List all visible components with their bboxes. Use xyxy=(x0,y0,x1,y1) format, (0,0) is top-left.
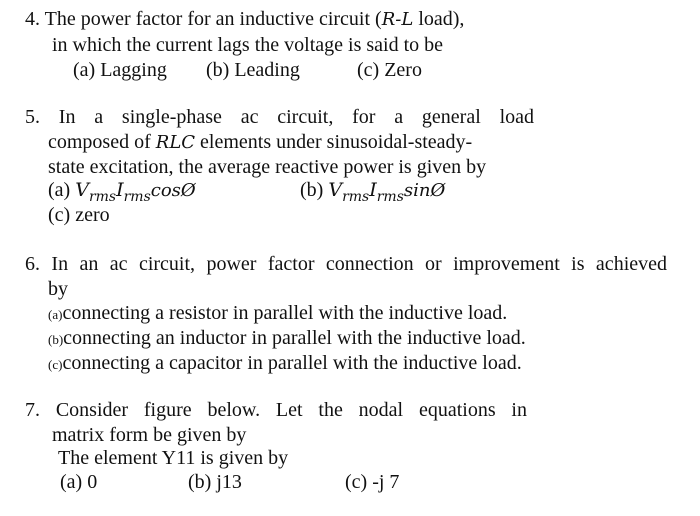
q5-line-3: state excitation, the average reactive power is given by xyxy=(48,156,487,178)
q6-line-2: by xyxy=(48,278,68,300)
q6-option-b: (b)connecting an inductor in parallel with the inductive load. xyxy=(48,327,526,349)
q7-line-3: The element Y11 is given by xyxy=(58,447,289,469)
q4-line-2: in which the current lags the voltage is said to be xyxy=(52,34,444,56)
q4-line-1: 4. The power factor for an inductive circuit (R-L load), xyxy=(25,8,465,30)
q5-option-a: (a) $V_{rms}I_{rms}\cos Ø$ xyxy=(48,179,196,205)
q4-load-italic: R-L xyxy=(381,9,414,30)
q5-line-2: composed of RLC elements under sinusoidal-steady- xyxy=(48,131,473,153)
q6-option-a: (a)connecting a resistor in parallel with the inductive load. xyxy=(48,302,508,324)
q6-option-c: (c)connecting a capacitor in parallel with the inductive load. xyxy=(48,352,522,374)
q5-rlc-italic: RLC xyxy=(155,132,196,153)
q6-line-1: 6. In an ac circuit, power factor connection or improvement is achieved xyxy=(25,253,667,275)
q5-option-b: (b) $V_{rms}I_{rms}\sin Ø$ xyxy=(300,179,446,205)
q4-option-a: (a) Lagging xyxy=(73,59,167,81)
q7-line-1: 7. Consider figure below. Let the nodal equations in xyxy=(25,399,527,421)
q5-option-c: (c) zero xyxy=(48,204,110,226)
q4-option-b: (b) Leading xyxy=(206,59,300,81)
q5-line-1: 5. In a single-phase ac circuit, for a general load xyxy=(25,106,534,128)
q7-option-c: (c) -j 7 xyxy=(345,471,400,493)
q7-option-a: (a) 0 xyxy=(60,471,98,493)
q7-option-b: (b) j13 xyxy=(188,471,242,493)
q7-line-2: matrix form be given by xyxy=(52,424,247,446)
q4-option-c: (c) Zero xyxy=(357,59,422,81)
